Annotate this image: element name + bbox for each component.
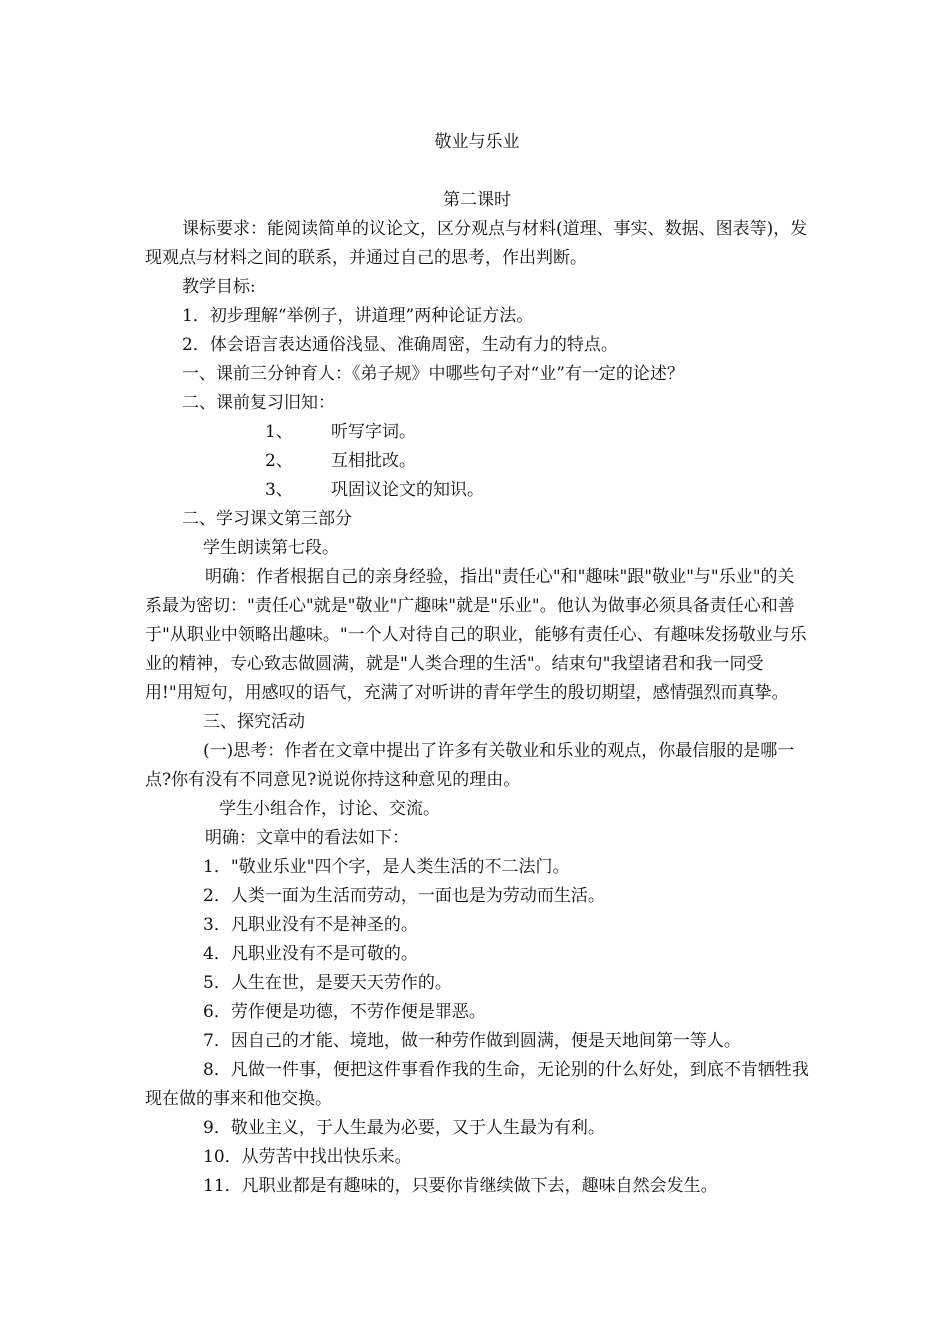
section-heading-2: 二、课前复习旧知：: [182, 393, 335, 413]
clarify-paragraph-1: 明确：作者根据自己的亲身经验，指出"责任心"和"趣味"跟"敬业"与"乐业"的关系最为密切："责任心"就是"敬业"广趣味"就是"乐业"。他认为做事必须具备责任心和善于"从职业中领略出趣味。"一个人对待自己的职业，能够有责任心、有趣味发扬敬业与乐业的精神，专心致志做圆满，就是"人类合理的生活"。结束句"我望诸君和我一同受用!"用短句，用感叹的语气，充满了对听讲的青年学生的殷切期望，感情强烈而真挚。: [145, 567, 807, 703]
section-heading-3: 二、学习课文第三部分: [182, 509, 352, 529]
review-number: 3、: [265, 480, 293, 500]
read-paragraph: 学生朗读第七段。: [203, 538, 339, 558]
review-item-3: [145, 476, 809, 505]
goals-heading: 教学目标:: [182, 277, 256, 297]
section-heading-1: 一、课前三分钟育人：《弟子规》中哪些句子对“业”有一定的论述？: [182, 364, 684, 384]
review-item-1: [145, 418, 809, 447]
curriculum-standard: 课标要求：能阅读简单的议论文，区分观点与材料(道理、事实、数据、图表等)，发现观点与材料之间的联系，并通过自己的思考，作出判断。: [145, 219, 808, 268]
view-item-8: 8．凡做一件事，便把这件事看作我的生命，无论别的什么好处，到底不肯牺牲我现在做的事来和他交换。: [145, 1060, 809, 1109]
view-item-11: 11．凡职业都是有趣味的，只要你肯继续做下去，趣味自然会发生。: [203, 1176, 718, 1196]
think-paragraph: (一)思考：作者在文章中提出了许多有关敬业和乐业的观点，你最信服的是哪一点?你有没有不同意见?说说你持这种意见的理由。: [145, 741, 795, 790]
review-item-2: [145, 447, 809, 476]
goal-item-1: 1．初步理解“举例子，讲道理”两种论证方法。: [182, 306, 534, 326]
view-item-9: 9．敬业主义，于人生最为必要，又于人生最为有利。: [203, 1118, 605, 1138]
goal-item-2: 2．体会语言表达通俗浅显、准确周密，生动有力的特点。: [182, 335, 618, 355]
view-item-4: 4．凡职业没有不是可敬的。: [203, 944, 418, 964]
view-item-3: 3．凡职业没有不是神圣的。: [203, 915, 418, 935]
document-title: 敬业与乐业: [434, 132, 520, 152]
review-number: 1、: [265, 422, 293, 442]
view-item-1: 1．"敬业乐业"四个字，是人类生活的不二法门。: [203, 857, 570, 877]
review-text: 巩固议论文的知识。: [331, 480, 484, 500]
view-item-2: 2．人类一面为生活而劳动，一面也是为劳动而生活。: [203, 886, 605, 906]
review-text: 听写字词。: [331, 422, 416, 442]
spacer: [145, 157, 809, 186]
view-item-7: 7．因自己的才能、境地，做一种劳作做到圆满，便是天地间第一等人。: [203, 1031, 741, 1051]
view-item-10: 10．从劳苦中找出快乐来。: [203, 1147, 412, 1167]
view-item-5: 5．人生在世，是要天天劳作的。: [203, 973, 452, 993]
lesson-subtitle: 第二课时: [443, 190, 511, 210]
view-item-6: 6．劳作便是功德，不劳作便是罪恶。: [203, 1002, 486, 1022]
group-paragraph: 学生小组合作，讨论、交流。: [219, 799, 440, 819]
clarify-paragraph-2: 明确：文章中的看法如下：: [205, 828, 409, 848]
review-number: 2、: [265, 451, 293, 471]
document-page: [145, 128, 809, 1201]
review-text: 互相批改。: [331, 451, 416, 471]
section-heading-4: 三、探究活动: [203, 712, 305, 732]
